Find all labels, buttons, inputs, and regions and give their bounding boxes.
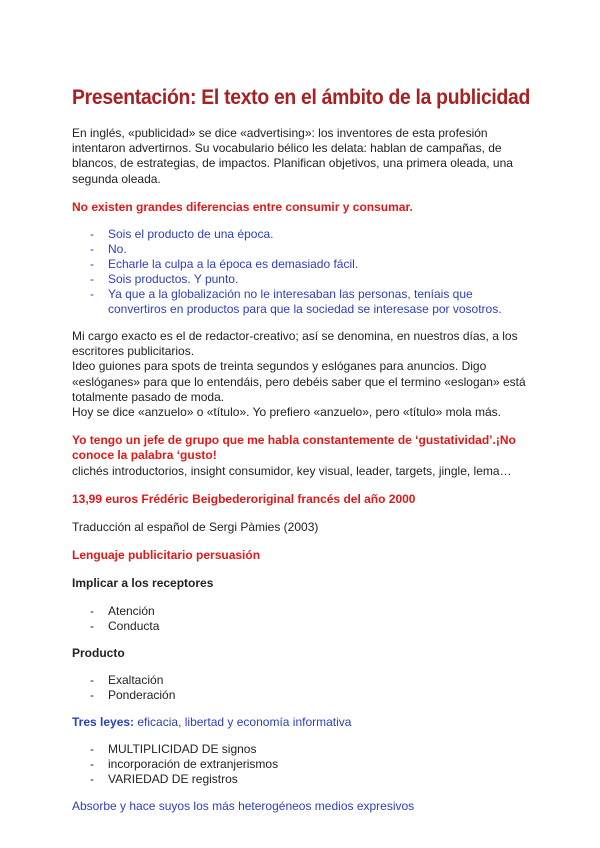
list-item: - Sois productos. Y punto.: [72, 272, 534, 287]
list-item: - Ponderación: [72, 688, 534, 703]
list-item: - Sois el producto de una época.: [72, 227, 534, 242]
list-item: - incorporación de extranjerismos: [72, 757, 534, 772]
laws-text: eficacia, libertad y economía informativa: [134, 714, 352, 729]
receptores-list: [72, 604, 534, 634]
title-text: El texto en el ámbito de la publicidad: [196, 86, 531, 109]
list-item: - MULTIPLICIDAD DE signos: [72, 742, 534, 757]
paragraph-anzuelo: Hoy se dice «anzuelo» o «título». Yo prefiero «anzuelo», pero «título» mola más.: [72, 405, 501, 420]
list-item: - No.: [72, 242, 534, 257]
producto-list: [72, 673, 534, 703]
document-page: [72, 86, 534, 814]
list-item: - Atención: [72, 604, 534, 619]
page-title: [72, 86, 531, 110]
paragraph-cargo: Mi cargo exacto es el de redactor-creativo; así se denomina, en nuestros días, a los escritores publicitarios.: [72, 329, 518, 359]
laws-label: Tres leyes:: [72, 714, 135, 729]
laws-list: [72, 742, 534, 787]
heading-lenguaje: Lenguaje publicitario persuasión: [72, 548, 261, 563]
heading-jefe: Yo tengo un jefe de grupo que me habla constantemente de ‘gustatividad’.¡No conoce la palabra ‘gusto!: [72, 433, 516, 463]
paragraph-cliches: clichés introductorios, insight consumidor, key visual, leader, targets, jingle, lema…: [72, 463, 512, 478]
quote-list: [72, 227, 534, 317]
section-title-producto: Producto: [72, 645, 125, 660]
list-item: - VARIEDAD DE registros: [72, 772, 534, 787]
heading-consumir: No existen grandes diferencias entre consumir y consumar.: [72, 199, 413, 214]
paragraph-guiones: Ideo guiones para spots de treinta segundos y eslóganes para anuncios. Digo «eslóganes» para que lo entendáis, pero debéis saber que el termino «eslogan» está totalmente pasado de moda.: [72, 359, 526, 404]
title-label: Presentación:: [72, 86, 197, 109]
list-item: - Echarle la culpa a la época es demasiado fácil.: [72, 257, 534, 272]
translation-note: Traducción al español de Sergi Pàmies (2003): [72, 520, 319, 535]
heading-book-info: 13,99 euros Frédéric Beigbederoriginal francés del año 2000: [72, 491, 416, 506]
closing-line: Absorbe y hace suyos los más heterogéneos medios expresivos: [72, 799, 415, 814]
list-item: - Conducta: [72, 619, 534, 634]
list-item: - Ya que a la globalización no le interesaban las personas, teníais que convertiros en productos para que la sociedad se interesase por vosotros.: [72, 287, 534, 317]
laws-line: [72, 715, 534, 730]
intro-paragraph: En inglés, «publicidad» se dice «advertising»: los inventores de esta profesión intentaron advertirnos. Su vocabulario bélico les delata: hablan de campañas, de blancos, de estrategias, de impactos. Planifican objetivos, una primera oleada, una segunda oleada.: [72, 126, 513, 186]
list-item: - Exaltación: [72, 673, 534, 688]
section-title-receptores: Implicar a los receptores: [72, 576, 214, 591]
